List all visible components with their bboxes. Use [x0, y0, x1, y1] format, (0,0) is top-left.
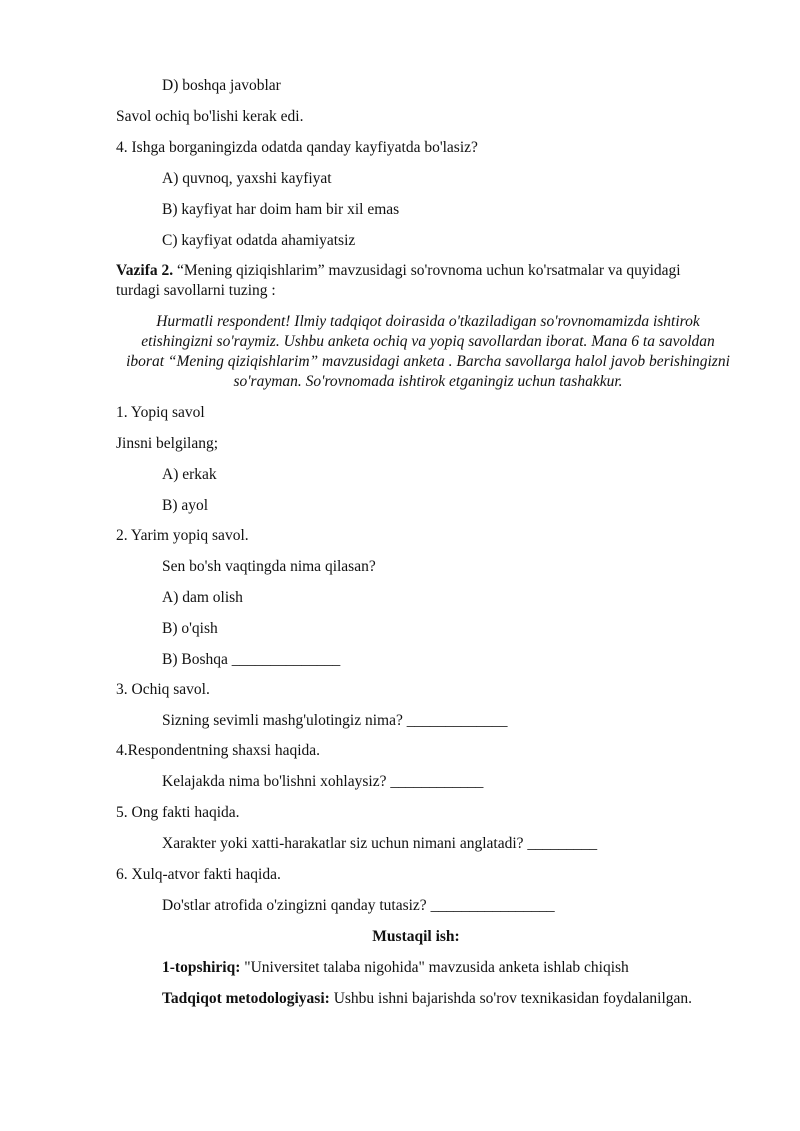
methodology-line — [162, 989, 692, 1009]
question-text: Do'stlar atrofida o'zingizni qanday tutasiz? ________________ — [162, 897, 555, 914]
task-text: “Mening qiziqishlarim” mavzusidagi so'rovnoma uchun ko'rsatmalar va quyidagi turdagi savollarni tuzing : — [116, 262, 681, 299]
section-heading: Mustaqil ish: — [372, 928, 460, 945]
survey-intro: Hurmatli respondent! Ilmiy tadqiqot doirasida o'tkaziladigan so'rovnomamizda ishtirok etishingizni so'raymiz. Ushbu anketa ochiq va yopiq savollardan iborat. Mana 6 ta savoldan iborat “Mening qiziqishlarim” mavzusidagi anketa . Barcha savollarga halol javob berishingizni so'rayman. So'rovnomada ishtirok etganingiz uchun tashakkur. — [126, 313, 730, 390]
question-heading: 3. Ochiq savol. — [116, 681, 210, 698]
note-text: Savol ochiq bo'lishi kerak edi. — [116, 108, 304, 125]
answer-option: B) Boshqa ______________ — [162, 651, 341, 668]
question-text: Kelajakda nima bo'lishni xohlaysiz? ____________ — [162, 773, 484, 790]
question-text: Sen bo'sh vaqtingda nima qilasan? — [162, 558, 376, 575]
question-text: Jinsni belgilang; — [116, 435, 219, 452]
question-text: Sizning sevimli mashg'ulotingiz nima? _____________ — [162, 712, 508, 729]
answer-option: B) ayol — [162, 497, 209, 514]
question-heading: 1. Yopiq savol — [116, 404, 205, 421]
answer-option: B) kayfiyat har doim ham bir xil emas — [162, 201, 400, 218]
question-heading: 2. Yarim yopiq savol. — [116, 527, 249, 544]
question-heading: 4. Ishga borganingizda odatda qanday kayfiyatda bo'lasiz? — [116, 139, 478, 156]
assignment-text: "Universitet talaba nigohida" mavzusida anketa ishlab chiqish — [240, 959, 629, 976]
task-label: Vazifa 2. — [116, 262, 174, 279]
answer-option: C) kayfiyat odatda ahamiyatsiz — [162, 232, 356, 249]
question-heading: 6. Xulq-atvor fakti haqida. — [116, 866, 281, 883]
answer-option: D) boshqa javoblar — [162, 77, 281, 94]
answer-option: A) quvnoq, yaxshi kayfiyat — [162, 170, 332, 187]
task-paragraph — [116, 261, 716, 301]
assignment-label: 1-topshiriq: — [162, 959, 241, 976]
question-heading: 5. Ong fakti haqida. — [116, 804, 240, 821]
assignment-line — [162, 958, 629, 978]
methodology-label: Tadqiqot metodologiyasi: — [162, 990, 330, 1007]
answer-option: A) dam olish — [162, 589, 243, 606]
question-text: Xarakter yoki xatti-harakatlar siz uchun nimani anglatadi? _________ — [162, 835, 598, 852]
question-heading: 4.Respondentning shaxsi haqida. — [116, 742, 321, 759]
answer-option: B) o'qish — [162, 620, 218, 637]
answer-option: A) erkak — [162, 466, 217, 483]
methodology-text: Ushbu ishni bajarishda so'rov texnikasidan foydalanilgan. — [329, 990, 693, 1007]
